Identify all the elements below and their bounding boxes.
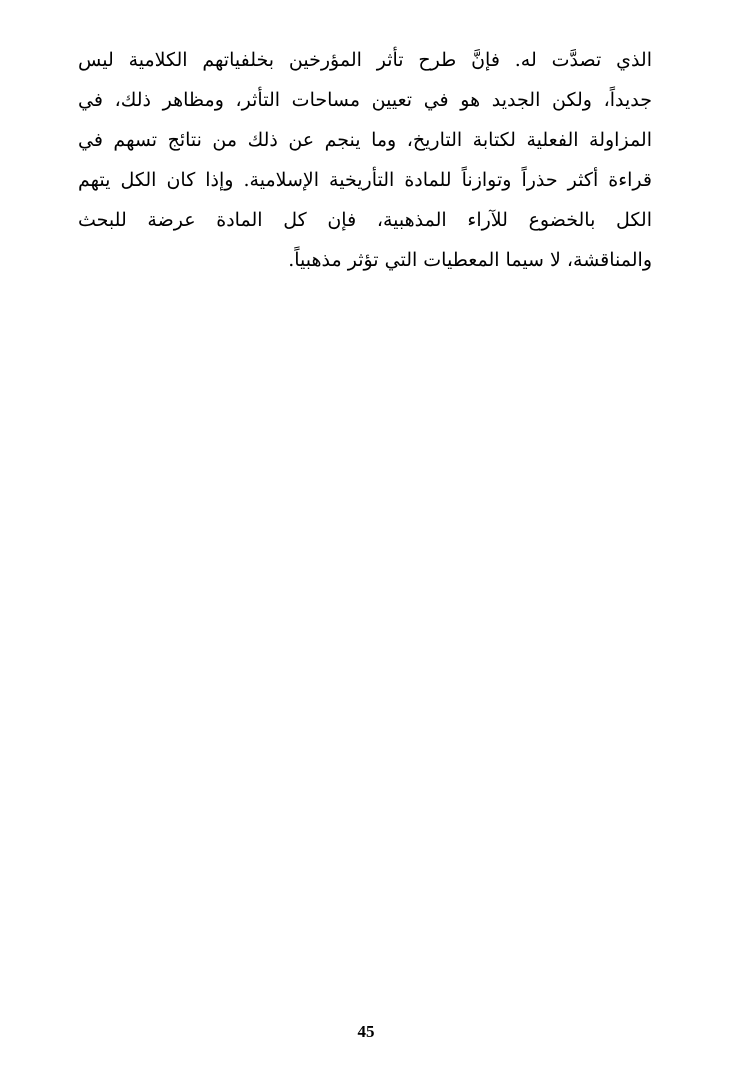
text-line-3: المزاولة الفعلية لكتابة التاريخ، وما ينجم عن ذلك من نتائج تسهم في (78, 129, 652, 151)
text-line-5: الكل بالخضوع للآراء المذهبية، فإن كل المادة عرضة للبحث (78, 209, 652, 231)
text-line-6: والمناقشة، لا سيما المعطيات التي تؤثر مذهبياً. (288, 249, 652, 271)
body-paragraph (78, 40, 652, 280)
text-line-2: جديداً، ولكن الجديد هو في تعيين مساحات التأثر، ومظاهر ذلك، في (78, 89, 652, 111)
page-number: 45 (357, 1022, 375, 1041)
text-line-4: قراءة أكثر حذراً وتوازناً للمادة التأريخية الإسلامية. وإذا كان الكل يتهم (78, 169, 652, 191)
text-line-1: الذي تصدَّت له. فإنَّ طرح تأثر المؤرخين بخلفياتهم الكلامية ليس (78, 49, 652, 71)
